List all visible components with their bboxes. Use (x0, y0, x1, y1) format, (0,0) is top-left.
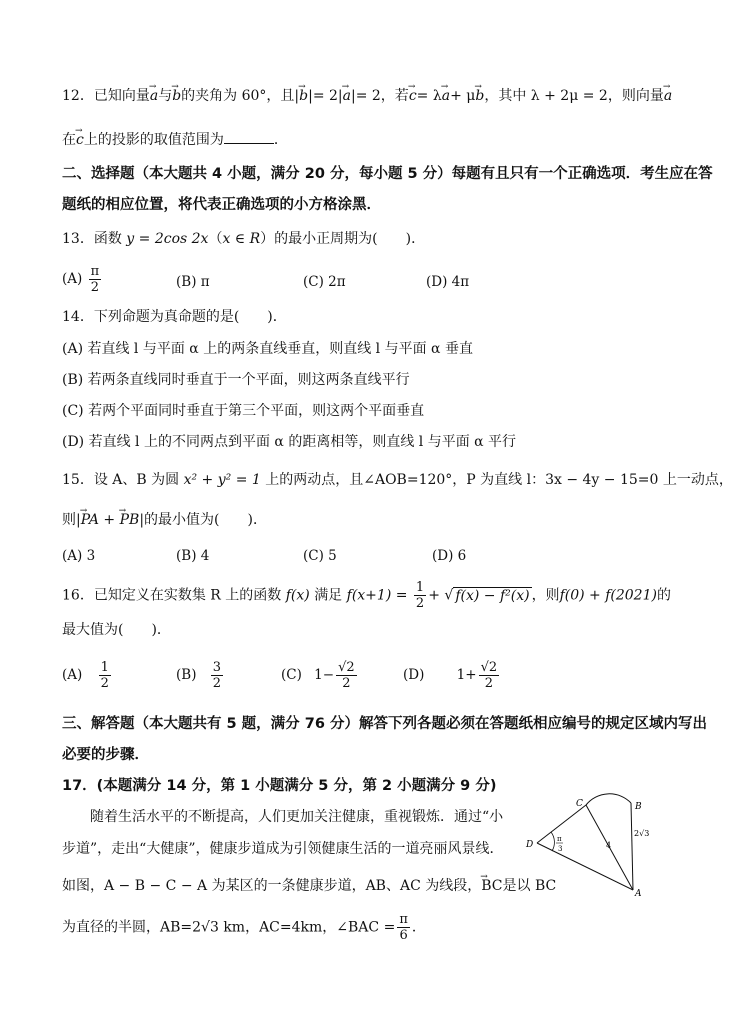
q13-option-c: (C) 2π (303, 274, 346, 290)
q16-option-a: (A) $\frac{1}{2}$ (62, 660, 109, 691)
segment-DA (537, 843, 633, 890)
q17-figure (520, 780, 660, 900)
angle-den: 3 (558, 845, 563, 853)
q16-line2: 最大值为( )． (62, 622, 171, 638)
section2-heading-line2: 题纸的相应位置，将代表正确选项的小方格涂黑． (62, 197, 381, 213)
label-A: A (635, 889, 642, 899)
q15-option-d: (D) 6 (432, 548, 467, 564)
label-C: C (576, 799, 583, 809)
q14-stem: 14．下列命题为真命题的是( )． (62, 309, 287, 325)
q17-para-line4: 为直径的半圆，AB=2√3 km，AC=4km，∠BAC = $\frac{\pi}{6}$ ． (62, 912, 426, 943)
q15-option-c: (C) 5 (303, 548, 337, 564)
q15-option-b: (B) 4 (176, 548, 210, 564)
q14-option-b: (B) 若两条直线同时垂直于一个平面，则这两条直线平行 (62, 372, 410, 388)
answer-blank (224, 131, 274, 144)
q17-header: 17．(本题满分 14 分，第 1 小题满分 5 分，第 2 小题满分 9 分) (62, 778, 497, 794)
q17-para-line2: 步道”，走出“大健康”，健康步道成为引领健康生活的一道亮丽风景线． (62, 841, 504, 857)
q14-option-c: (C) 若两个平面同时垂直于第三个平面，则这两个平面垂直 (62, 403, 425, 419)
q13-stem: 13．函数 y = 2cos 2x（x ∈ R）的最小正周期为( )． (62, 231, 426, 247)
section2-heading-line1: 二、选择题（本大题共 4 小题，满分 20 分，每小题 5 分）每题有且只有一个正确选项．考生应在答 (62, 166, 713, 182)
q16-option-c: (C) 1− $\frac{√2}{2}$ (281, 660, 355, 691)
q12-line2: 在→ c上的投影的取值范围为 ． (62, 130, 288, 150)
angle-mark-D (551, 832, 554, 851)
q16-option-b: (B) $\frac{3}{2}$ (176, 660, 222, 691)
angle-num: π (557, 835, 562, 843)
q14-option-d: (D) 若直线 l 上的不同两点到平面 α 的距离相等，则直线 l 与平面 α 平行 (62, 434, 517, 450)
q13-option-a: (A) $\frac{\pi}{2}$ (62, 264, 100, 295)
length-AC: 4 (606, 841, 612, 850)
q14-option-a: (A) 若直线 l 与平面 α 上的两条直线垂直，则直线 l 与平面 α 垂直 (62, 341, 473, 357)
q16-option-d: (D) 1+ $\frac{√2}{2}$ (403, 660, 498, 691)
section3-heading-line1: 三、解答题（本大题共有 5 题，满分 76 分）解答下列各题必须在答题纸相应编号的规定区域内写出 (62, 716, 707, 732)
section3-heading-line2: 必要的步骤． (62, 747, 149, 763)
q16-line1: 16．已知定义在实数集 R 上的函数 f(x) 满足 f(x+1) = $\frac{1}{2}$ + √ f(x) − f²(x) ，则f(0) + f(2021)的 (62, 580, 671, 611)
segment-BA (631, 803, 633, 890)
q15-line2: 则|→ PA + → PB|的最小值为( )． (62, 510, 267, 530)
q15-option-a: (A) 3 (62, 548, 96, 564)
q13-option-b: (B) π (176, 274, 210, 290)
q17-para-line3: 如图，A − B − C − A 为某区的一条健康步道，AB、AC 为线段，→ BC是以 BC (62, 876, 556, 896)
label-D: D (526, 840, 534, 850)
q15-line1: 15．设 A、B 为圆 x² + y² = 1 上的两动点，且∠AOB=120°，P 为直线 l：3x − 4y − 15=0 上一动点， (62, 472, 733, 488)
label-B: B (635, 802, 642, 812)
q17-para-line1: 随着生活水平的不断提高，人们更加关注健康，重视锻炼．通过“小 (90, 809, 504, 825)
q13-option-d: (D) 4π (426, 274, 470, 290)
length-AB: 2√3 (634, 829, 650, 838)
q12-line1: 12．已知向量→ a与→ b的夹角为 60°，且|→ b|= 2|→ a|= 2，若→ c= λ→ a+ μ→ b，其中 λ + 2μ = 2，则向量→ a (62, 86, 672, 106)
